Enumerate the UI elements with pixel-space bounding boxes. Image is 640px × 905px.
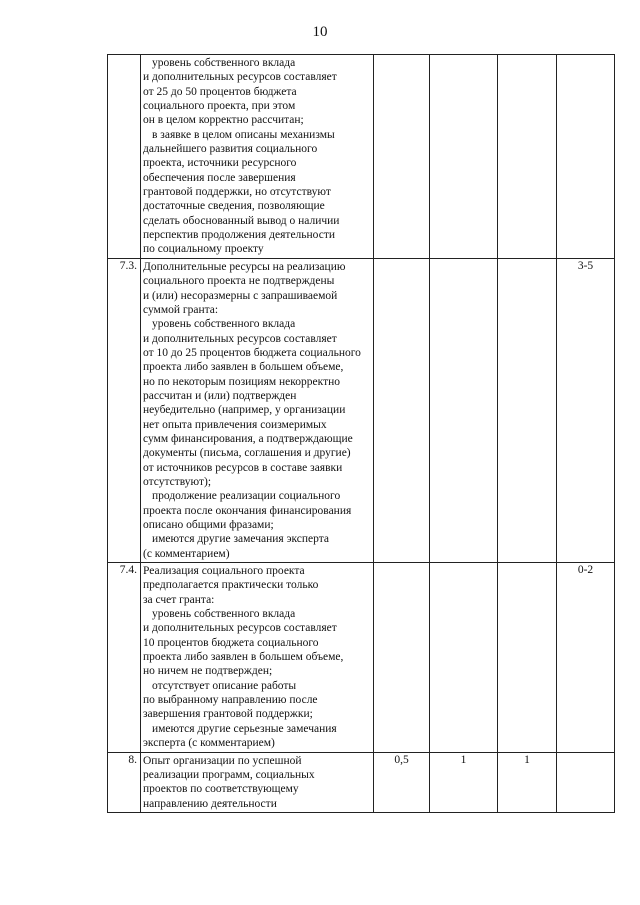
description-line: сумм финансирования, а подтверждающие [143,432,353,445]
description-line: уровень собственного вклада [152,57,296,69]
value-cell-c3 [498,563,557,752]
description-line: и дополнительных ресурсов составляет [143,332,337,345]
value-cell-c1 [374,55,430,259]
value-cell-c4 [557,752,615,812]
description-line: перспектив продолжения деятельности [143,229,336,242]
description-line: он в целом корректно рассчитан; [143,114,304,127]
description-line: но по некоторым позициям некорректно [143,375,341,388]
description-line: но ничем не подтвержден; [143,665,273,678]
value-cell-c4 [557,55,615,259]
description-line: социального проекта, при этом [143,100,296,113]
description-line: грантовой поддержки, но отсутствуют [143,186,331,199]
description-line: описано общими фразами; [143,519,274,531]
description-line: обеспечения после завершения [143,171,296,184]
description-line: отсутствуют); [143,475,212,488]
description-line: социального проекта не подтверждены [143,275,335,288]
description-line: завершения грантовой поддержки; [143,708,313,721]
description-line: суммой гранта: [143,303,219,316]
description-line: эксперта (с комментарием) [143,737,275,750]
value-cell-c2 [430,258,498,562]
description-line: и дополнительных ресурсов составляет [143,71,337,84]
description-line: достаточные сведения, позволяющие [143,200,325,213]
description-line: нет опыта привлечения соизмеримых [143,418,327,431]
description-line: реализации программ, социальных [143,768,315,781]
description-line: Опыт организации по успешной [143,754,302,767]
description-line: имеются другие серьезные замечания [152,722,337,735]
description-line: уровень собственного вклада [152,608,296,621]
description-line: за счет гранта: [143,593,215,606]
description-line: от 10 до 25 процентов бюджета социального [143,346,361,359]
description-line: направлению деятельности [143,797,277,810]
description-line: от источников ресурсов в составе заявки [143,461,343,474]
description-line: (с комментарием) [143,547,230,560]
criteria-table [107,54,615,813]
description-line: имеются другие замечания эксперта [152,533,330,546]
row-number-cell: 7.3. [108,258,141,562]
description-line: сделать обоснованный вывод о наличии [143,214,340,227]
table-row [108,563,615,752]
description-line: в заявке в целом описаны механизмы [152,128,335,141]
description-line: отсутствует описание работы [152,679,297,692]
description-line: уровень собственного вклада [152,318,296,331]
value-cell-c2: 1 [430,752,498,812]
description-line: Дополнительные ресурсы на реализацию [143,260,346,273]
value-cell-c1 [374,258,430,562]
description-line: дальнейшего развития социального [143,143,318,156]
page-number: 10 [312,24,328,40]
description-line: по выбранному направлению после [143,694,318,707]
description-line: от 25 до 50 процентов бюджета [143,85,297,98]
table-row [108,752,615,812]
description-line: 10 процентов бюджета социального [143,636,319,649]
description-line: и (или) несоразмерны с запрашиваемой [143,289,338,302]
value-cell-c2 [430,563,498,752]
description-line: рассчитан и (или) подтвержден [143,389,297,402]
value-cell-c3 [498,258,557,562]
description-line: документы (письма, соглашения и другие) [143,447,351,460]
criterion-description-cell [141,563,374,752]
value-cell-c3 [498,55,557,259]
description-line: Реализация социального проекта [143,565,305,578]
description-line: проекта после окончания финансирования [143,504,352,517]
description-line: неубедительно (например, у организации [143,404,346,417]
value-cell-c1 [374,563,430,752]
row-number-cell: 8. [108,752,141,812]
table-row [108,55,615,259]
value-cell-c1: 0,5 [374,752,430,812]
table-row [108,258,615,562]
criterion-description-cell [141,752,374,812]
criteria-table-body [108,55,615,813]
criterion-description-cell [141,55,374,259]
value-cell-c4: 3-5 [557,258,615,562]
value-cell-c3: 1 [498,752,557,812]
description-line: проекта, источники ресурсного [143,157,297,170]
description-line: проекта либо заявлен в большем объеме, [143,651,344,664]
description-line: проектов по соответствующему [143,783,299,796]
row-number-cell [108,55,141,259]
description-line: продолжение реализации социального [152,490,341,503]
row-number-cell: 7.4. [108,563,141,752]
description-line: и дополнительных ресурсов составляет [143,622,337,635]
criterion-description-cell [141,258,374,562]
value-cell-c4: 0-2 [557,563,615,752]
value-cell-c2 [430,55,498,259]
description-line: предполагается практически только [143,579,319,592]
description-line: проекта либо заявлен в большем объеме, [143,361,344,374]
description-line: по социальному проекту [143,243,264,256]
